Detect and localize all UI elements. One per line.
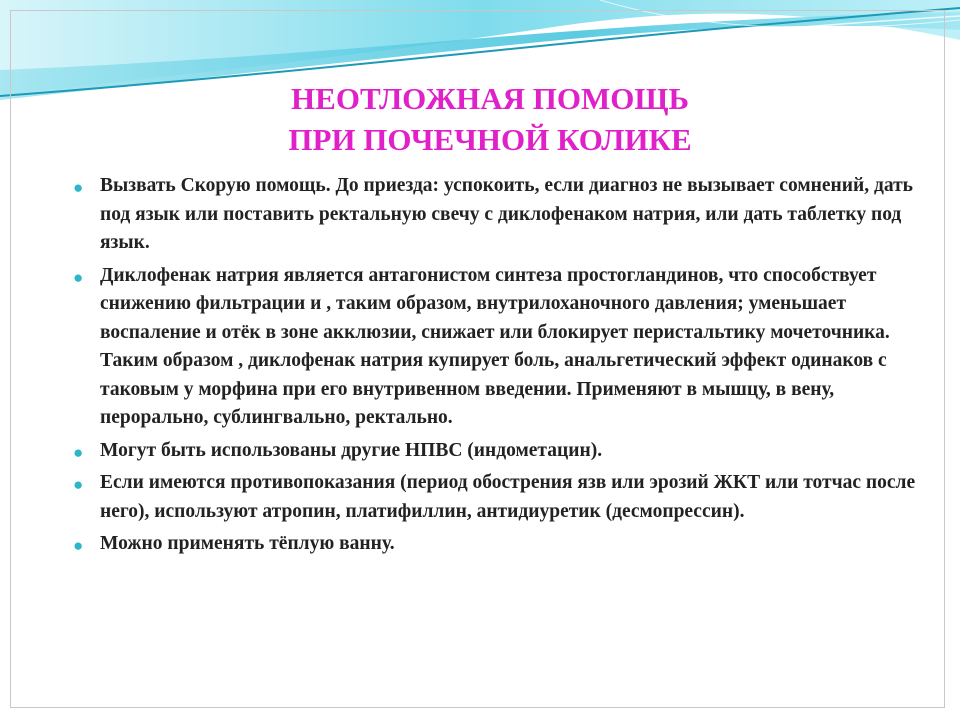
bullet-item [0, 437, 960, 466]
bullet-marker-icon: ● [73, 267, 84, 287]
bullet-marker-icon: ● [73, 178, 84, 197]
bullet-item [0, 469, 960, 526]
bullet-item [0, 262, 960, 433]
bullet-text: Можно применять тёплую ванну. [100, 533, 395, 554]
bullet-item [0, 530, 960, 559]
bullet-text: Диклофенак натрия является антагонистом синтеза простогландинов, что способствует снижению фильтрации и , таким образом, внутрилоханочного давления; уменьшает воспаление и отёк в зоне акклюзии, снижает или блокирует перистальтику мочеточника. Таким образом , диклофенак натрия купирует боль, анальгетический эффект одинаков с таковым у морфина при его внутривенном введении. Применяют в мышцу, в вену, перорально, сублингвально, ректально. [100, 264, 890, 428]
bullet-text: Могут быть использованы другие НПВС (индометацин). [100, 439, 603, 461]
bullet-marker-icon: ● [73, 536, 84, 555]
bullet-marker-icon: ● [73, 475, 84, 494]
bullet-text: Если имеются противопоказания (период обострения язв или эрозий ЖКТ или тотчас после него), используют атропин, платифиллин, антидиуретик (десмопрессин). [100, 472, 916, 522]
title-line-1: НЕОТЛОЖНАЯ ПОМОЩЬ [291, 81, 689, 116]
title-line-2: ПРИ ПОЧЕЧНОЙ КОЛИКЕ [288, 122, 692, 157]
bullet-text: Вызвать Скорую помощь. До приезда: успокоить, если диагноз не вызывает сомнений, дать под язык или поставить ректальную свечу с диклофенаком натрия, или дать таблетку под язык. [100, 175, 913, 253]
slide-title [0, 78, 960, 160]
bullet-marker-icon: ● [73, 442, 84, 462]
bullet-item [0, 172, 960, 258]
bullet-list [0, 172, 960, 563]
